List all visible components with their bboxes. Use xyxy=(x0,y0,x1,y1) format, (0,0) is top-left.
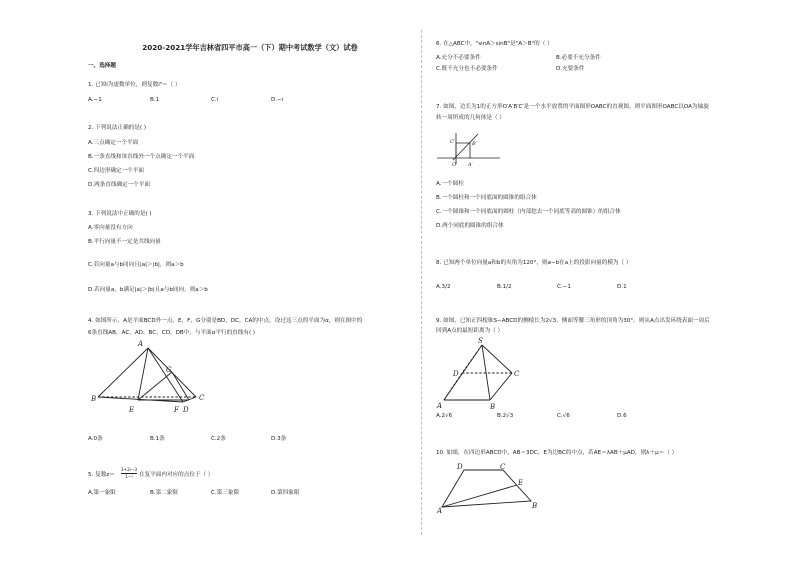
q3-option-d: D.若向量a，b满足|a|＞|b|且a与b同向，则a＞b xyxy=(88,287,208,293)
q10-stem: 10. 如图，在四边形ABCD中，AB＝3DC，E为边BC的中点，若AE＝λAB＋μAD，则λ＋μ＝（ ） xyxy=(436,450,678,456)
q2-option-c: C.四边形确定一个平面 xyxy=(88,168,145,174)
q5-option-a: A.第一象限 xyxy=(88,490,116,496)
q9-label-s: S xyxy=(478,337,483,345)
q9-option-c: C.√6 xyxy=(557,413,570,419)
q4-option-c: C.2条 xyxy=(211,436,226,442)
q9-option-d: D.6 xyxy=(617,413,627,419)
q9-label-a: A xyxy=(437,402,443,410)
q9-label-b: B xyxy=(490,403,496,411)
q1-option-c: C.i xyxy=(211,97,219,103)
q2-option-a: A.三点确定一个平面 xyxy=(88,140,139,146)
q8-option-b: B.1/2 xyxy=(497,284,512,290)
q9-stem-line1: 9. 如图，已知正四棱锥S−ABCD的侧棱长为2√3，侧面等腰三角形的顶角为30°，则从A点出发环绕表面一周后 xyxy=(436,318,710,324)
q7-label-b: B′ xyxy=(472,141,477,147)
q8-option-d: D.1 xyxy=(617,284,627,290)
q5-fraction-denominator: 1−i xyxy=(125,474,133,479)
q4-label-g: G xyxy=(166,366,172,374)
q5-stem-post: 在复平面内对应的点位于（ ） xyxy=(139,472,214,478)
q9-label-d: D xyxy=(453,370,459,378)
q6-stem: 6. 在△ABC中，"sinA＞sinB"是"A＞B"的（ ） xyxy=(436,41,553,47)
q4-label-f: F xyxy=(174,406,179,414)
q7-stem-line2: 转一周所成的几何体是（ ） xyxy=(436,115,505,121)
q9-stem-line2: 回到A点的最短距离为（ ） xyxy=(436,328,504,334)
q4-stem-line2: 6条直线AB，AC，AD，BC，CD，DB中，与平面α平行的直线有( ) xyxy=(88,330,256,336)
exam-title: 2020-2021学年吉林省四平市高一（下）期中考试数学（文）试卷 xyxy=(142,43,358,52)
section-heading: 一、选择题 xyxy=(88,63,116,69)
q6-option-a: A.充分不必要条件 xyxy=(436,55,481,61)
q8-stem: 8. 已知两个单位向量a和b的夹角为120°，则a−b在a上的投影向量的模为（ ） xyxy=(436,260,632,266)
q1-option-d: D.−i xyxy=(271,97,284,103)
q2-option-b: B.一条直线和该直线外一个点确定一个平面 xyxy=(88,154,195,160)
q9-option-b: B.2√3 xyxy=(497,413,514,419)
q7-option-c: C.一个圆锥和一个同底面的圆柱（内部挖去一个同底等高的圆锥）的组合体 xyxy=(436,209,621,215)
q5-option-d: D.第四象限 xyxy=(271,490,300,496)
q5-option-b: B.第二象限 xyxy=(150,490,178,496)
q10-label-c: C xyxy=(500,463,506,471)
q4-label-e: E xyxy=(129,406,135,414)
q4-option-d: D.3条 xyxy=(271,436,287,442)
q9-option-a: A.2√6 xyxy=(436,413,453,419)
q4-stem-line1: 4. 如图所示，A是平面BCD外一点，E，F，G分别是BD，DC，CA的中点，设过这三点的平面为α，则在图中的 xyxy=(88,318,363,324)
q4-option-a: A.0条 xyxy=(88,436,103,442)
q1-option-b: B.1 xyxy=(150,97,160,103)
q6-option-b: B.必要不充分条件 xyxy=(556,55,601,61)
q1-option-a: A.−1 xyxy=(88,97,102,103)
q2-stem: 2. 下列说法正确的是( ) xyxy=(88,125,147,131)
q7-label-c: C′ xyxy=(450,139,455,145)
q2-option-d: D.两条直线确定一个平面 xyxy=(88,182,151,188)
q3-option-b: B.平行向量不一定是共线向量 xyxy=(88,239,161,245)
q7-option-d: D.两个同底的圆锥的组合体 xyxy=(436,223,504,229)
q5-stem-pre: 5. 复数z＝ xyxy=(88,472,115,478)
q7-label-a: A′ xyxy=(468,162,473,168)
q1-stem: 1. 已知i为虚数单位，则复数i³＝（ ） xyxy=(88,82,181,88)
q10-label-b: B xyxy=(532,502,538,510)
q7-label-o: O′ xyxy=(452,162,458,168)
q4-label-a: A xyxy=(138,340,144,348)
q7-stem-line1: 7. 如图，边长为1的正方形O′A′B′C′是一个水平放置的平面图形OABC的直观图，则平面图形OABC以OA为轴旋 xyxy=(436,104,709,110)
q5-fraction-numerator: 3+2i−3 xyxy=(120,467,138,472)
q4-option-b: B.1条 xyxy=(150,436,165,442)
q10-label-d: D xyxy=(457,463,463,471)
q6-option-c: C.既不充分也不必要条件 xyxy=(436,66,498,72)
q10-label-e: E xyxy=(518,479,524,487)
q9-label-c: C xyxy=(514,370,520,378)
q4-label-b: B xyxy=(91,395,97,403)
q5-option-c: C.第三象限 xyxy=(211,490,240,496)
q3-option-a: A.零向量没有方向 xyxy=(88,225,133,231)
q7-option-a: A.一个圆柱 xyxy=(436,181,464,187)
q8-option-a: A.3/2 xyxy=(436,284,451,290)
q4-label-d: D xyxy=(183,406,189,414)
q6-option-d: D.充要条件 xyxy=(556,66,585,72)
q7-option-b: B.一个圆柱和一个同底面的圆锥的组合体 xyxy=(436,195,537,201)
q10-label-a: A xyxy=(437,507,443,515)
q8-option-c: C.−1 xyxy=(557,284,571,290)
q3-option-c: C.若向量a与b同向且|a|＞|b|，则a＞b xyxy=(88,262,184,268)
q4-label-c: C xyxy=(199,394,205,402)
q3-stem: 3. 下列说法中正确的是( ) xyxy=(88,211,152,217)
